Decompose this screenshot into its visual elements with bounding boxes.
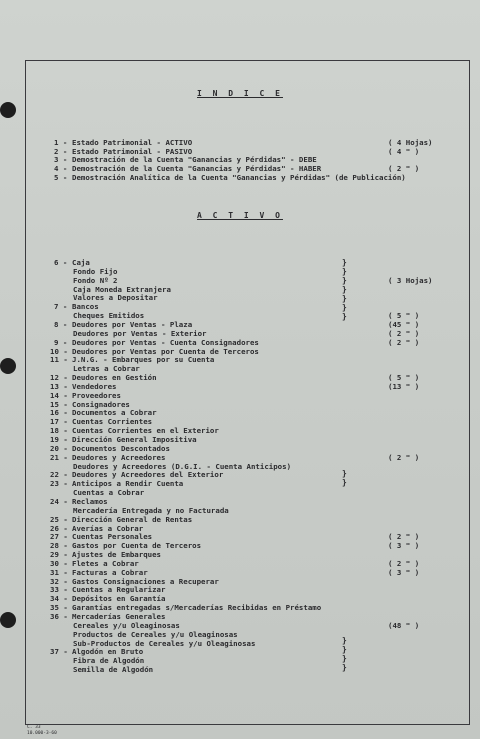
indice-item-number: 3 - — [54, 155, 68, 165]
activo-title: A C T I V O — [197, 211, 283, 220]
activo-item-sheets: ( 5 " ) — [388, 311, 420, 321]
activo-item-label: Cereales y/u Oleaginosas — [73, 620, 180, 630]
activo-item-label: Dirección General Impositiva — [72, 435, 197, 444]
activo-item-number: 10 - — [50, 346, 68, 356]
activo-item-number: 20 - — [50, 443, 68, 453]
activo-item-number: 13 - — [50, 381, 68, 391]
activo-item-sheets: ( 3 Hojas) — [388, 275, 433, 285]
indice-item-number: 2 - — [54, 146, 68, 156]
indice-item-sheets: ( 4 Hojas) — [388, 138, 433, 147]
activo-item-number: 14 - — [50, 390, 68, 400]
activo-item-label: Deudores en Gestión — [72, 373, 157, 383]
activo-item-sheets: ( 2 " ) — [388, 558, 420, 568]
activo-item-label: Garantías entregadas s/Mercaderías Recibidas en Préstamo — [72, 603, 322, 613]
activo-item-label: Fondo Nº 2 — [73, 275, 118, 285]
activo-item-number: 22 - — [50, 470, 68, 480]
activo-item-label: Deudores por Ventas por Cuenta de Terceros — [72, 346, 259, 356]
indice-item-label: Demostración Analítica de la Cuenta "Ganancias y Pérdidas" (de Publicación) — [72, 172, 406, 182]
activo-item-label: Ajustes de Embarques — [72, 550, 161, 560]
activo-item-label: Deudores por Ventas - Cuenta Consignadores — [72, 337, 259, 347]
activo-item-label: J.N.G. - Embarques por su Cuenta — [72, 355, 215, 365]
activo-item-number: 23 - — [50, 479, 68, 489]
activo-item-label: Cuentas a Cobrar — [73, 488, 145, 498]
activo-item-label: Gastos Consignaciones a Recuperar — [72, 576, 219, 586]
activo-item-label: Depósitos en Garantía — [72, 594, 166, 604]
print-run: 10.000-3-60 — [27, 731, 57, 736]
activo-item-number: 6 - — [54, 258, 68, 267]
activo-item-label: Caja Moneda Extranjera — [73, 284, 171, 294]
activo-item-number: 31 - — [50, 567, 68, 577]
activo-item-number: 17 - — [50, 417, 68, 427]
activo-item-label: Productos de Cereales y/u Oleaginosas — [73, 629, 238, 639]
brace-deudores-group: } } — [342, 469, 347, 487]
activo-item-label: Cuentas Corrientes en el Exterior — [72, 426, 219, 436]
punch-hole-top — [0, 102, 16, 118]
activo-item-label: Facturas a Cobrar — [72, 567, 148, 577]
indice-title: I N D I C E — [197, 89, 283, 98]
brace-caja-group: } } } } } } } — [342, 258, 347, 321]
activo-item-number: 28 - — [50, 541, 68, 551]
activo-item-label: Fibra de Algodón — [73, 656, 145, 666]
activo-item-number: 21 - — [50, 452, 68, 462]
activo-item-label: Documentos a Cobrar — [72, 408, 157, 418]
activo-item-label: Algodón en Bruto — [72, 647, 144, 657]
activo-item-label: Documentos Descontados — [72, 443, 170, 453]
activo-item-number: 25 - — [50, 514, 68, 524]
activo-item-number: 18 - — [50, 426, 68, 436]
activo-item-number: 27 - — [50, 532, 68, 542]
activo-item-number: 29 - — [50, 550, 68, 560]
activo-item-label: Deudores por Ventas - Exterior — [73, 328, 207, 338]
activo-item-number: 16 - — [50, 408, 68, 418]
activo-item-sheets: ( 2 " ) — [388, 532, 420, 542]
activo-item-label: Deudores y Acreedores (D.G.I. - Cuenta Anticipos) — [73, 461, 292, 471]
activo-item-label: Dirección General de Rentas — [72, 514, 193, 524]
indice-item-label: Demostración de la Cuenta "Ganancias y Pérdidas" - DEBE — [72, 155, 317, 165]
activo-item-number: 33 - — [50, 585, 68, 595]
activo-item-number: 30 - — [50, 558, 68, 568]
activo-item-label: Sub-Productos de Cereales y/u Oleaginosas — [73, 638, 256, 648]
activo-item-number: 12 - — [50, 373, 68, 383]
activo-item-label: Vendedores — [72, 381, 117, 391]
activo-item-label: Averías a Cobrar — [72, 523, 144, 533]
activo-item-label: Cuentas a Regularizar — [72, 585, 166, 595]
activo-item-label: Mercadería Entregada y no Facturada — [73, 505, 229, 515]
activo-item-sheets: (48 " ) — [388, 620, 420, 630]
activo-item-sheets: (13 " ) — [388, 381, 420, 391]
activo-item-label: Cuentas Corrientes — [72, 417, 153, 427]
activo-item-label: Proveedores — [72, 390, 121, 400]
indice-item-sheets: ( 4 " ) — [388, 146, 420, 156]
indice-item-number: 4 - — [54, 164, 68, 174]
activo-item-label: Cuentas Personales — [72, 532, 153, 542]
indice-item-label: Estado Patrimonial - ACTIVO — [72, 138, 193, 147]
activo-item-sheets: ( 3 " ) — [388, 567, 420, 577]
activo-item-sheets: ( 5 " ) — [388, 373, 420, 383]
activo-item-number: 15 - — [50, 399, 68, 409]
activo-item-number: 32 - — [50, 576, 68, 586]
activo-item-sheets: ( 2 " ) — [388, 452, 420, 462]
activo-item-number: 24 - — [50, 496, 68, 506]
activo-item-label: Deudores y Acreedores del Exterior — [72, 470, 224, 480]
activo-item-label: Reclamos — [72, 496, 108, 506]
activo-item-number: 19 - — [50, 435, 68, 444]
activo-item-label: Bancos — [72, 302, 99, 312]
activo-item-label: Deudores por Ventas - Plaza — [72, 319, 193, 329]
punch-hole-middle — [0, 358, 16, 374]
activo-item-number: 34 - — [50, 594, 68, 604]
activo-item-number: 26 - — [50, 523, 68, 533]
activo-item-label: Consignadores — [72, 399, 130, 409]
activo-item-label: Gastos por Cuenta de Terceros — [72, 541, 202, 551]
activo-item-number: 9 - — [54, 337, 68, 347]
activo-item-sheets: ( 3 " ) — [388, 541, 420, 551]
activo-item-number: 7 - — [54, 302, 68, 312]
activo-item-label: Fletes a Cobrar — [72, 558, 139, 568]
activo-item-sheets: ( 2 " ) — [388, 328, 420, 338]
activo-item-label: Mercaderías Generales — [72, 612, 166, 621]
activo-item-sheets: (45 " ) — [388, 319, 420, 329]
activo-item-number: 37 - — [50, 647, 68, 657]
activo-item-number: 35 - — [50, 603, 68, 613]
activo-item-number: 8 - — [54, 319, 68, 329]
activo-item-label: Deudores y Acreedores — [72, 452, 166, 462]
brace-cereales-group: } } } } — [342, 636, 347, 672]
activo-item-label: Anticipos a Rendir Cuenta — [72, 479, 184, 489]
activo-item-label: Letras a Cobrar — [73, 364, 140, 374]
activo-item-label: Cheques Emitidos — [73, 311, 145, 321]
indice-item-label: Estado Patrimonial - PASIVO — [72, 146, 193, 156]
activo-item-label: Valores a Depositar — [73, 293, 158, 303]
activo-item-label: Caja — [72, 258, 90, 267]
activo-item-label: Fondo Fijo — [73, 266, 118, 276]
activo-item-label: Semilla de Algodón — [73, 665, 154, 675]
indice-item-sheets: ( 2 " ) — [388, 164, 420, 174]
activo-item-number: 36 - — [50, 612, 68, 621]
form-code: C. 33 — [27, 725, 41, 730]
indice-item-number: 1 - — [54, 138, 68, 147]
indice-item-label: Demostración de la Cuenta "Ganancias y Pérdidas" - HABER — [72, 164, 322, 174]
punch-hole-bottom — [0, 612, 16, 628]
indice-item-number: 5 - — [54, 172, 68, 182]
activo-item-number: 11 - — [50, 355, 68, 365]
activo-item-sheets: ( 2 " ) — [388, 337, 420, 347]
